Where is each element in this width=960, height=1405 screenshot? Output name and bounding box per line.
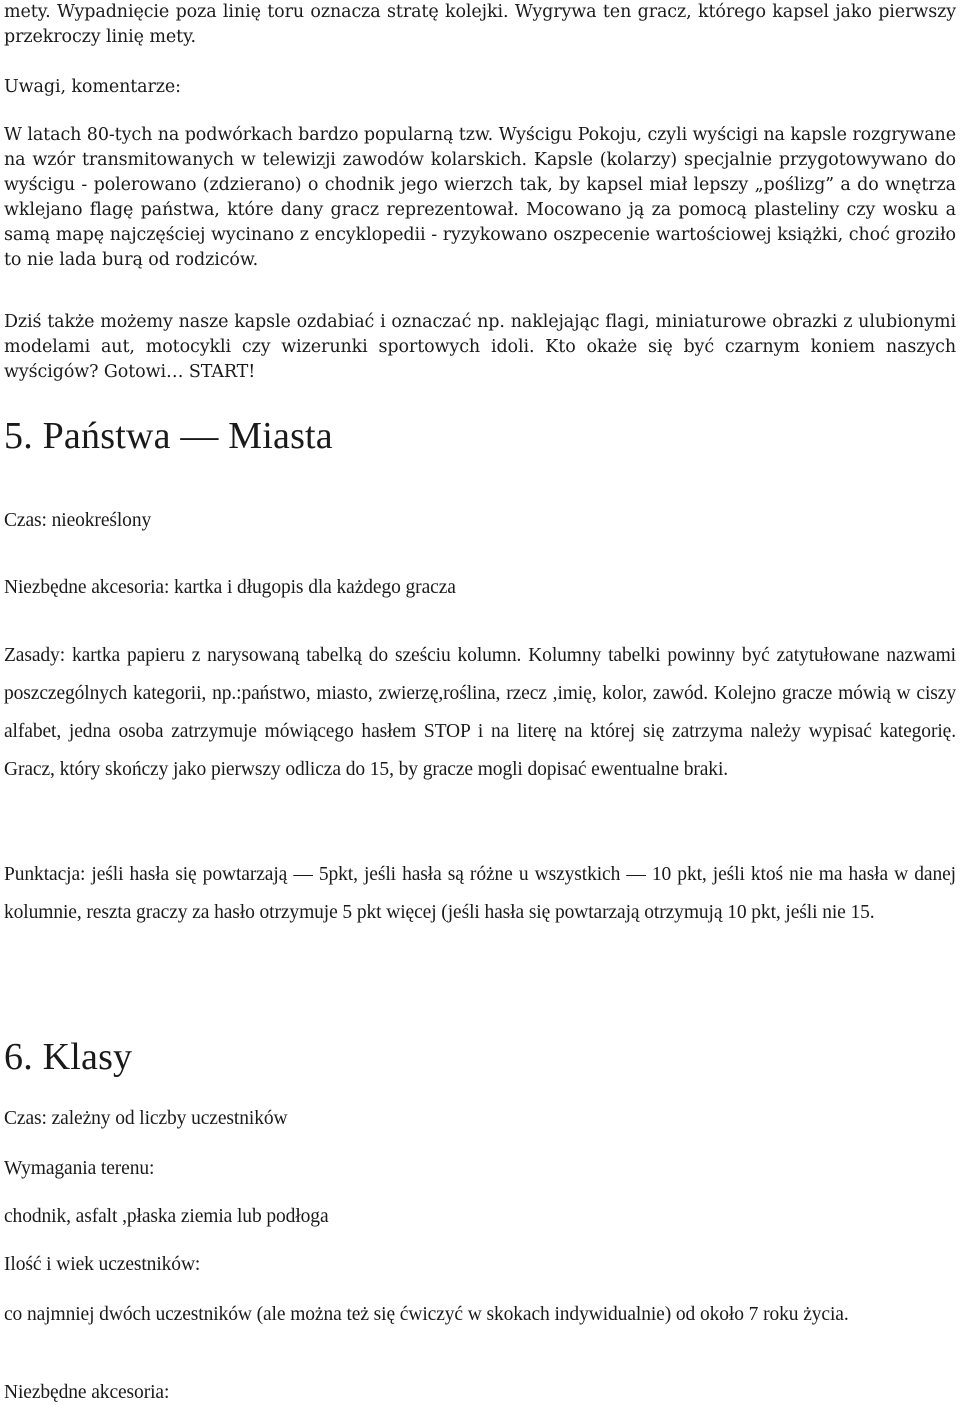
section-heading-5: 5. Państwa — Miasta <box>4 415 333 457</box>
history-paragraph: W latach 80-tych na podwórkach bardzo popularną tzw. Wyścigu Pokoju, czyli wyścigi na kapsle rozgrywane na wzór transmitowanych w telewizji zawodów kolarskich. Kapsle (kolarzy) specjalnie przygotowywano do wyścigu - polerowano (zdzierano) o chodnik jego wierzch tak, by kapsel miał lepszy „poślizg” a do wnętrza wklejano flagę państwa, które dany gracz reprezentował. Mocowano ją za pomocą plasteliny czy wosku a samą mapę najczęściej wycinano z encyklopedii - ryzykowano oszpecenie wartościowej książki, choć groziło to nie lada burą od rodziców. <box>4 125 956 270</box>
section5-rules: Zasady: kartka papieru z narysowaną tabelką do sześciu kolumn. Kolumny tabelki powinny być zatytułowane nazwami poszczególnych kategorii, np.:państwo, miasto, zwierzę,roślina, rzecz ,imię, kolor, zawód. Kolejno gracze mówią w ciszy alfabet, jedna osoba zatrzymuje mówiącego hasłem STOP i na literę na której się zatrzyma należy wypisać kategorię. Gracz, który skończy jako pierwszy odlicza do 15, by gracze mogli dopisać ewentualne braki. <box>4 645 956 780</box>
section5-time: Czas: nieokreślony <box>4 510 152 531</box>
section6-participants-label: Ilość i wiek uczestników: <box>4 1254 201 1275</box>
section5-accessories: Niezbędne akcesoria: kartka i długopis dla każdego gracza <box>4 577 456 598</box>
intro-paragraph: mety. Wypadnięcie poza linię toru oznacza stratę kolejki. Wygrywa ten gracz, którego kapsel jako pierwszy przekroczy linię mety. <box>4 2 956 47</box>
remarks-label: Uwagi, komentarze: <box>4 77 181 97</box>
section6-time: Czas: zależny od liczby uczestników <box>4 1108 288 1129</box>
section5-scoring: Punktacja: jeśli hasła się powtarzają — 5pkt, jeśli hasła są różne u wszystkich — 10 pkt, jeśli ktoś nie ma hasła w danej kolumnie, reszta graczy za hasło otrzymuje 5 pkt więcej (jeśli hasła się powtarzają otrzymują 10 pkt, jeśli nie 15. <box>4 864 956 923</box>
section6-terrain: chodnik, asfalt ,płaska ziemia lub podłoga <box>4 1206 329 1227</box>
decoration-paragraph: Dziś także możemy nasze kapsle ozdabiać i oznaczać np. naklejając flagi, miniaturowe obrazki z ulubionymi modelami aut, motocykli czy wizerunki sportowych idoli. Kto okaże się być czarnym koniem naszych wyścigów? Gotowi… START! <box>4 312 956 382</box>
section6-accessories-label: Niezbędne akcesoria: <box>4 1382 170 1403</box>
section6-terrain-label: Wymagania terenu: <box>4 1158 155 1179</box>
section-heading-6: 6. Klasy <box>4 1036 133 1078</box>
section6-participants: co najmniej dwóch uczestników (ale można też się ćwiczyć w skokach indywidualnie) od około 7 roku życia. <box>4 1304 849 1325</box>
